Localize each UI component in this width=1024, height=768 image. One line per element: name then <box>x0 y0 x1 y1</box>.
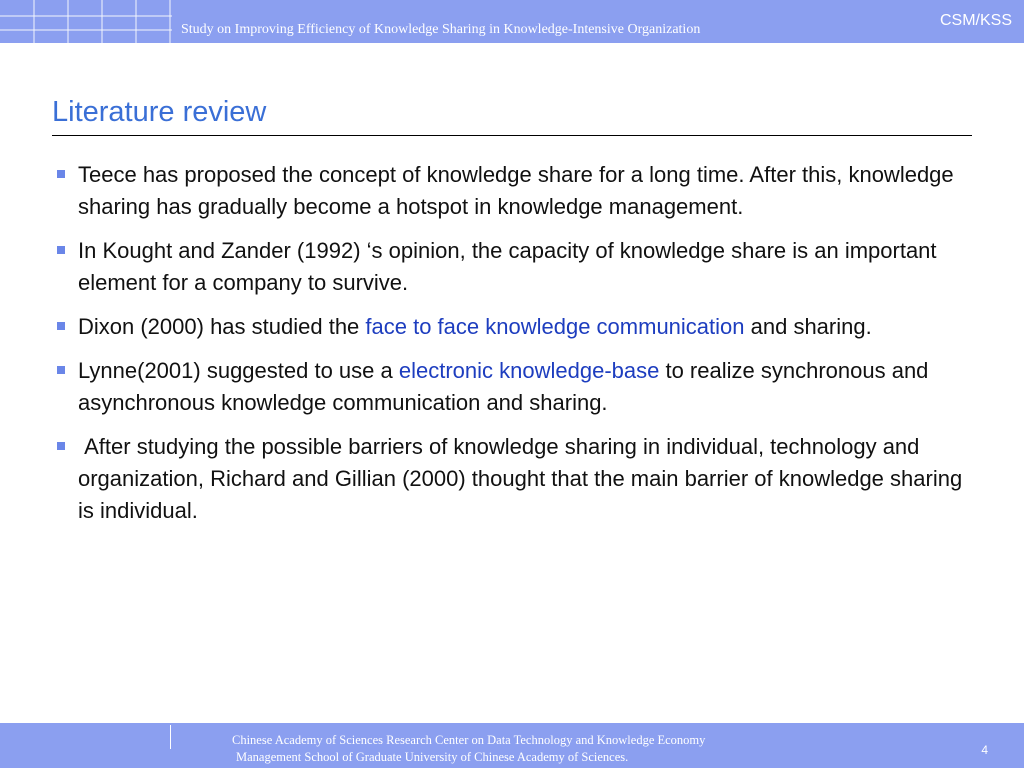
grid-decoration <box>0 0 172 43</box>
bullet-item <box>57 431 972 527</box>
presentation-code: CSM/KSS <box>939 12 1012 29</box>
bullet-text: In Kought and Zander (1992) ‘s opinion, the capacity of knowledge share is an important element for a company to survive. <box>78 238 937 295</box>
highlighted-term: electronic knowledge-base <box>398 358 660 383</box>
bullet-text: Dixon (2000) has studied the <box>78 314 366 339</box>
bullet-list <box>57 159 972 539</box>
slide-title: Literature review <box>52 96 267 128</box>
bullet-item <box>57 235 972 299</box>
square-bullet-icon <box>57 442 65 450</box>
square-bullet-icon <box>57 170 65 178</box>
bullet-item <box>57 311 972 343</box>
square-bullet-icon <box>57 322 65 330</box>
title-divider <box>52 135 972 136</box>
bullet-item <box>57 159 972 223</box>
footer-school: Management School of Graduate University of Chinese Academy of Sciences. <box>236 750 629 764</box>
square-bullet-icon <box>57 366 65 374</box>
bullet-text-tail: to realize synchronous and asynchronous knowledge communication and sharing. <box>78 358 929 415</box>
footer-divider <box>170 725 171 749</box>
header-band <box>0 0 1024 43</box>
highlighted-term: face to face knowledge communication <box>365 314 745 339</box>
square-bullet-icon <box>57 246 65 254</box>
bullet-item <box>57 355 972 419</box>
presentation-title: Study on Improving Efficiency of Knowledge Sharing in Knowledge-Intensive Organization <box>181 22 701 37</box>
bullet-text-tail: and sharing. <box>744 314 872 339</box>
footer-band <box>0 723 1024 768</box>
footer-institution: Chinese Academy of Sciences Research Center on Data Technology and Knowledge Economy <box>232 733 706 747</box>
bullet-text: Lynne(2001) suggested to use a <box>78 358 399 383</box>
page-number: 4 <box>981 743 988 757</box>
bullet-text: Teece has proposed the concept of knowledge share for a long time. After this, knowledge sharing has gradually become a hotspot in knowledge management. <box>78 162 954 219</box>
bullet-text: After studying the possible barriers of knowledge sharing in individual, technology and organization, Richard and Gillian (2000) thought that the main barrier of knowledge sharing is individual. <box>78 434 969 523</box>
